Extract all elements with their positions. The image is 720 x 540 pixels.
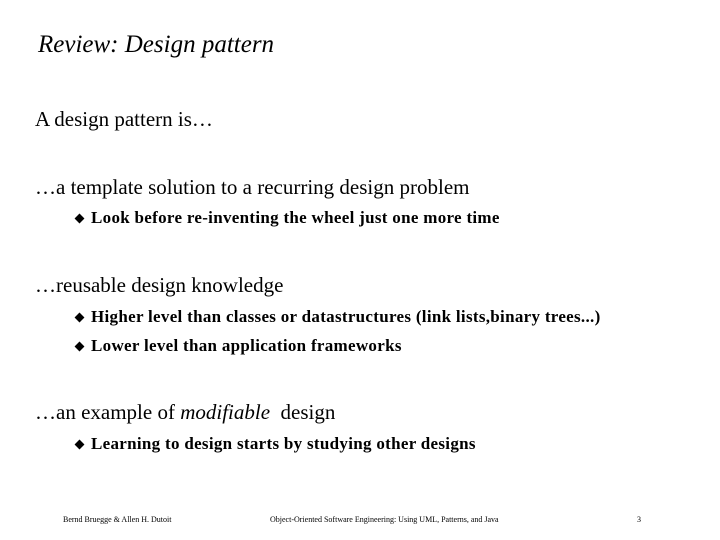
- diamond-bullet-icon: [75, 439, 85, 449]
- bullet-text: Learning to design starts by studying other designs: [91, 434, 476, 453]
- diamond-bullet-icon: [75, 341, 85, 351]
- section-heading-modifiable: [35, 400, 335, 425]
- footer-book-title: Object-Oriented Software Engineering: Using UML, Patterns, and Java: [270, 515, 499, 524]
- bullet-text: Higher level than classes or datastructures (link lists,binary trees...): [91, 307, 601, 326]
- bullet-text: Look before re-inventing the wheel just one more time: [91, 208, 500, 227]
- bullet-item: [74, 434, 476, 454]
- footer-authors: Bernd Bruegge & Allen H. Dutoit: [63, 515, 172, 524]
- bullet-text: Lower level than application frameworks: [91, 336, 402, 355]
- slide-title: Review: Design pattern: [38, 31, 275, 58]
- heading-prefix: …an example of: [35, 400, 181, 424]
- heading-suffix: design: [270, 400, 336, 424]
- section-heading-template: …a template solution to a recurring design problem: [35, 175, 470, 199]
- bullet-item: [74, 307, 601, 327]
- section-heading-reusable: …reusable design knowledge: [35, 273, 284, 297]
- intro-text: A design pattern is…: [35, 107, 213, 131]
- heading-emphasis: modifiable: [180, 400, 271, 424]
- diamond-bullet-icon: [75, 213, 85, 223]
- diamond-bullet-icon: [75, 312, 85, 322]
- bullet-item: [74, 336, 402, 356]
- bullet-item: [74, 208, 500, 228]
- footer-page-number: 3: [637, 515, 641, 524]
